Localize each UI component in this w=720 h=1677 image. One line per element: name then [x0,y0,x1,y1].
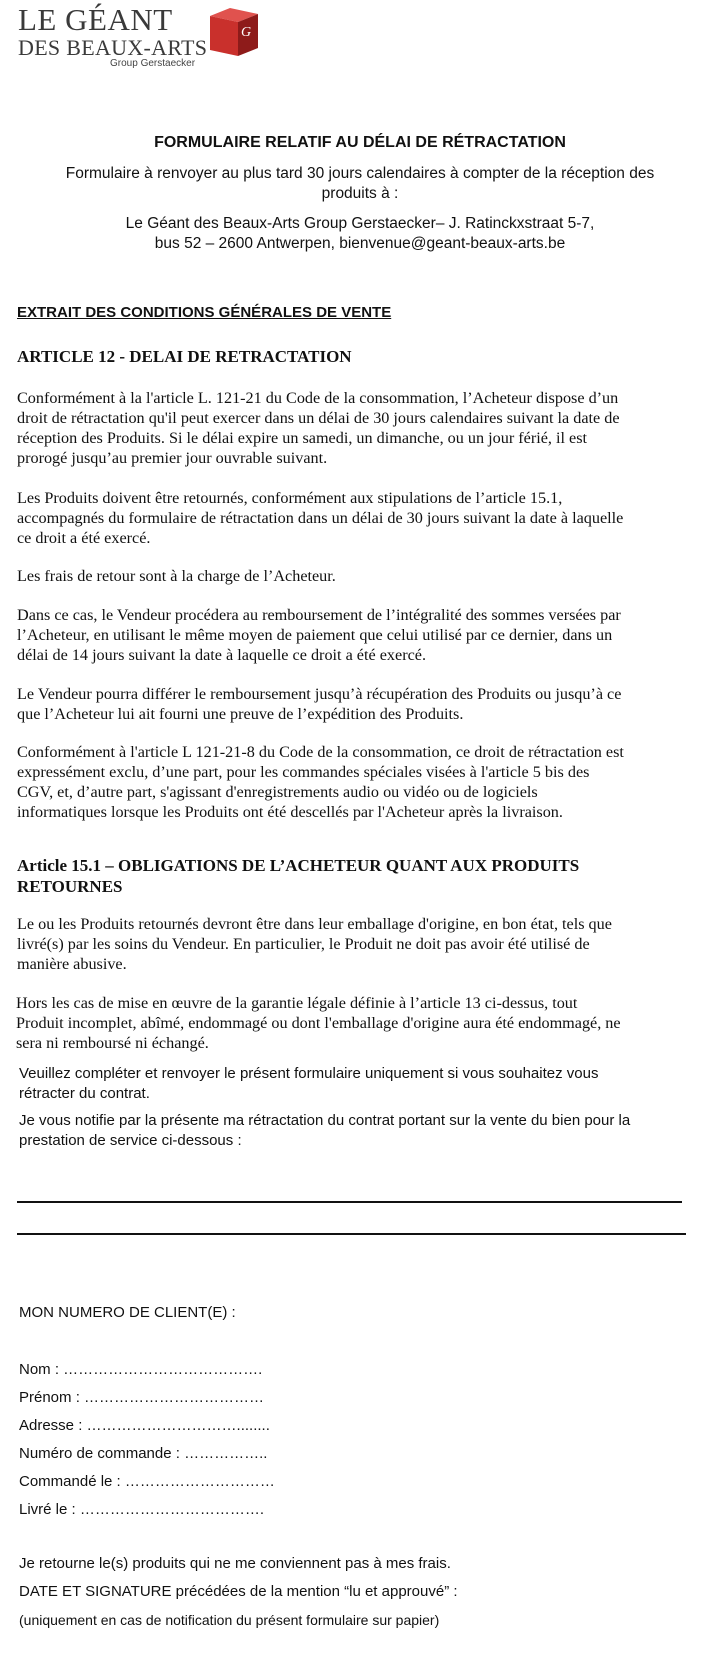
text-line: Hors les cas de mise en œuvre de la garantie légale définie à l’article 13 ci-dessus, tout [16,994,578,1012]
conditions-section-title: EXTRAIT DES CONDITIONS GÉNÉRALES DE VENTE [17,304,392,321]
article-15-1-title [17,855,637,897]
text-line: Le ou les Produits retournés devront être dans leur emballage d'origine, en bon état, tels que [17,915,612,933]
paragraph-packaging [17,914,682,974]
text-line: prorogé jusqu’au premier jour ouvrable suivant. [17,449,328,467]
write-in-line-1[interactable] [17,1201,682,1203]
logo-text-line1: LE GÉANT [18,2,173,37]
subtitle-line: produits à : [321,185,399,202]
text-line: Le Vendeur pourra différer le remboursement jusqu’à récupération des Produits ou jusqu’à ce [17,685,622,703]
text-line: délai de 14 jours suivant la date à laquelle ce droit a été exercé. [17,646,426,664]
form-notification [19,1111,684,1151]
form-intro [19,1064,684,1104]
text-line: Veuillez compléter et renvoyer le présent formulaire uniquement si vous souhaitez vous [19,1065,599,1082]
paragraph-withdrawal-right [17,388,682,468]
text-line: expressément exclu, d’une part, pour les commandes spéciales visées à l'article 5 bis des [17,763,590,781]
text-line: manière abusive. [17,955,127,973]
order-date-field[interactable]: Commandé le : ………………………… [19,1473,275,1490]
text-line: Je vous notifie par la présente ma rétractation du contrat portant sur la vente du bien pour la [19,1112,631,1129]
address-field[interactable]: Adresse : …………………………........ [19,1417,270,1434]
page-title: FORMULAIRE RELATIF AU DÉLAI DE RÉTRACTATION [154,134,566,151]
text-line: Conformément à l'article L 121-21-8 du Code de la consommation, ce droit de rétractation est [17,743,624,761]
text-line: livré(s) par les soins du Vendeur. En particulier, le Produit ne doit pas avoir été utilisé de [17,935,590,953]
text-line: Dans ce cas, le Vendeur procédera au remboursement de l’intégralité des sommes versées par [17,606,621,624]
text-line: que l’Acheteur lui ait fourni une preuve de l’expédition des Produits. [17,705,464,723]
text-line: Les Produits doivent être retournés, conformément aux stipulations de l’article 15.1, [17,489,563,507]
text-line: Les frais de retour sont à la charge de l’Acheteur. [17,567,336,585]
paragraph-refund [17,605,682,665]
subtitle-line: Formulaire à renvoyer au plus tard 30 jours calendaires à compter de la réception des [65,165,655,182]
text-line: rétracter du contrat. [19,1085,150,1102]
heading-line: Article 15.1 – OBLIGATIONS DE L’ACHETEUR QUANT AUX PRODUITS [17,856,580,875]
paragraph-exclusions [17,742,682,822]
paper-note: (uniquement en cas de notification du présent formulaire sur papier) [19,1612,440,1628]
address-line: bus 52 – 2600 Antwerpen, bienvenue@geant-beaux-arts.be [154,235,566,252]
text-line: ce droit a été exercé. [17,529,151,547]
paragraph-refund-delay [17,684,682,724]
paragraph-return-costs [17,566,682,586]
order-number-field[interactable]: Numéro de commande : …………….. [19,1445,268,1462]
heading-line: RETOURNES [17,877,123,896]
logo-text-line2: DES BEAUX-ARTS [18,35,208,60]
write-in-line-2[interactable] [17,1233,686,1235]
delivery-date-field[interactable]: Livré le : ………………………………. [19,1501,265,1518]
return-address [30,214,690,254]
text-line: CGV, et, d’autre part, s'agissant d'enregistrements audio ou vidéo ou de logiciels [17,783,538,801]
logo-text-line3: Group Gerstaecker [110,58,196,69]
text-line: réception des Produits. Si le délai expire un samedi, un dimanche, ou un jour férié, il est [17,429,588,447]
name-field[interactable]: Nom : …………………………………. [19,1361,263,1378]
paragraph-return-products [17,488,682,548]
text-line: Conformément à la l'article L. 121-21 du Code de la consommation, l’Acheteur dispose d’un [17,389,619,407]
text-line: prestation de service ci-dessous : [19,1132,242,1149]
brand-logo [18,2,268,70]
address-line: Le Géant des Beaux-Arts Group Gerstaecker– J. Ratinckxstraat 5-7, [125,215,595,232]
text-line: droit de rétractation qu'il peut exercer dans un délai de 30 jours calendaires suivant la date de [17,409,620,427]
paragraph-damaged-products [16,993,681,1053]
return-note: Je retourne le(s) produits qui ne me conviennent pas à mes frais. [19,1555,451,1572]
text-line: sera ni remboursé ni échangé. [16,1034,209,1052]
article-12-title: ARTICLE 12 - DELAI DE RETRACTATION [17,347,352,366]
text-line: l’Acheteur, en utilisant le même moyen de paiement que celui utilisé par ce dernier, dans un [17,626,613,644]
first-name-field[interactable]: Prénom : ……………………………… [19,1389,265,1406]
client-number-field[interactable]: MON NUMERO DE CLIENT(E) : [19,1304,236,1321]
text-line: informatiques lorsque les Produits ont été descellés par l'Acheteur après la livraison. [17,803,563,821]
logo-cube-icon [206,6,262,58]
text-line: Produit incomplet, abîmé, endommagé ou dont l'emballage d'origine aura été endommagé, ne [16,1014,621,1032]
logo-cube-letter: G [240,25,252,40]
page-subtitle [30,164,690,204]
signature-field[interactable]: DATE ET SIGNATURE précédées de la mention “lu et approuvé” : [19,1583,458,1600]
text-line: accompagnés du formulaire de rétractation dans un délai de 30 jours suivant la date à laquelle [17,509,624,527]
